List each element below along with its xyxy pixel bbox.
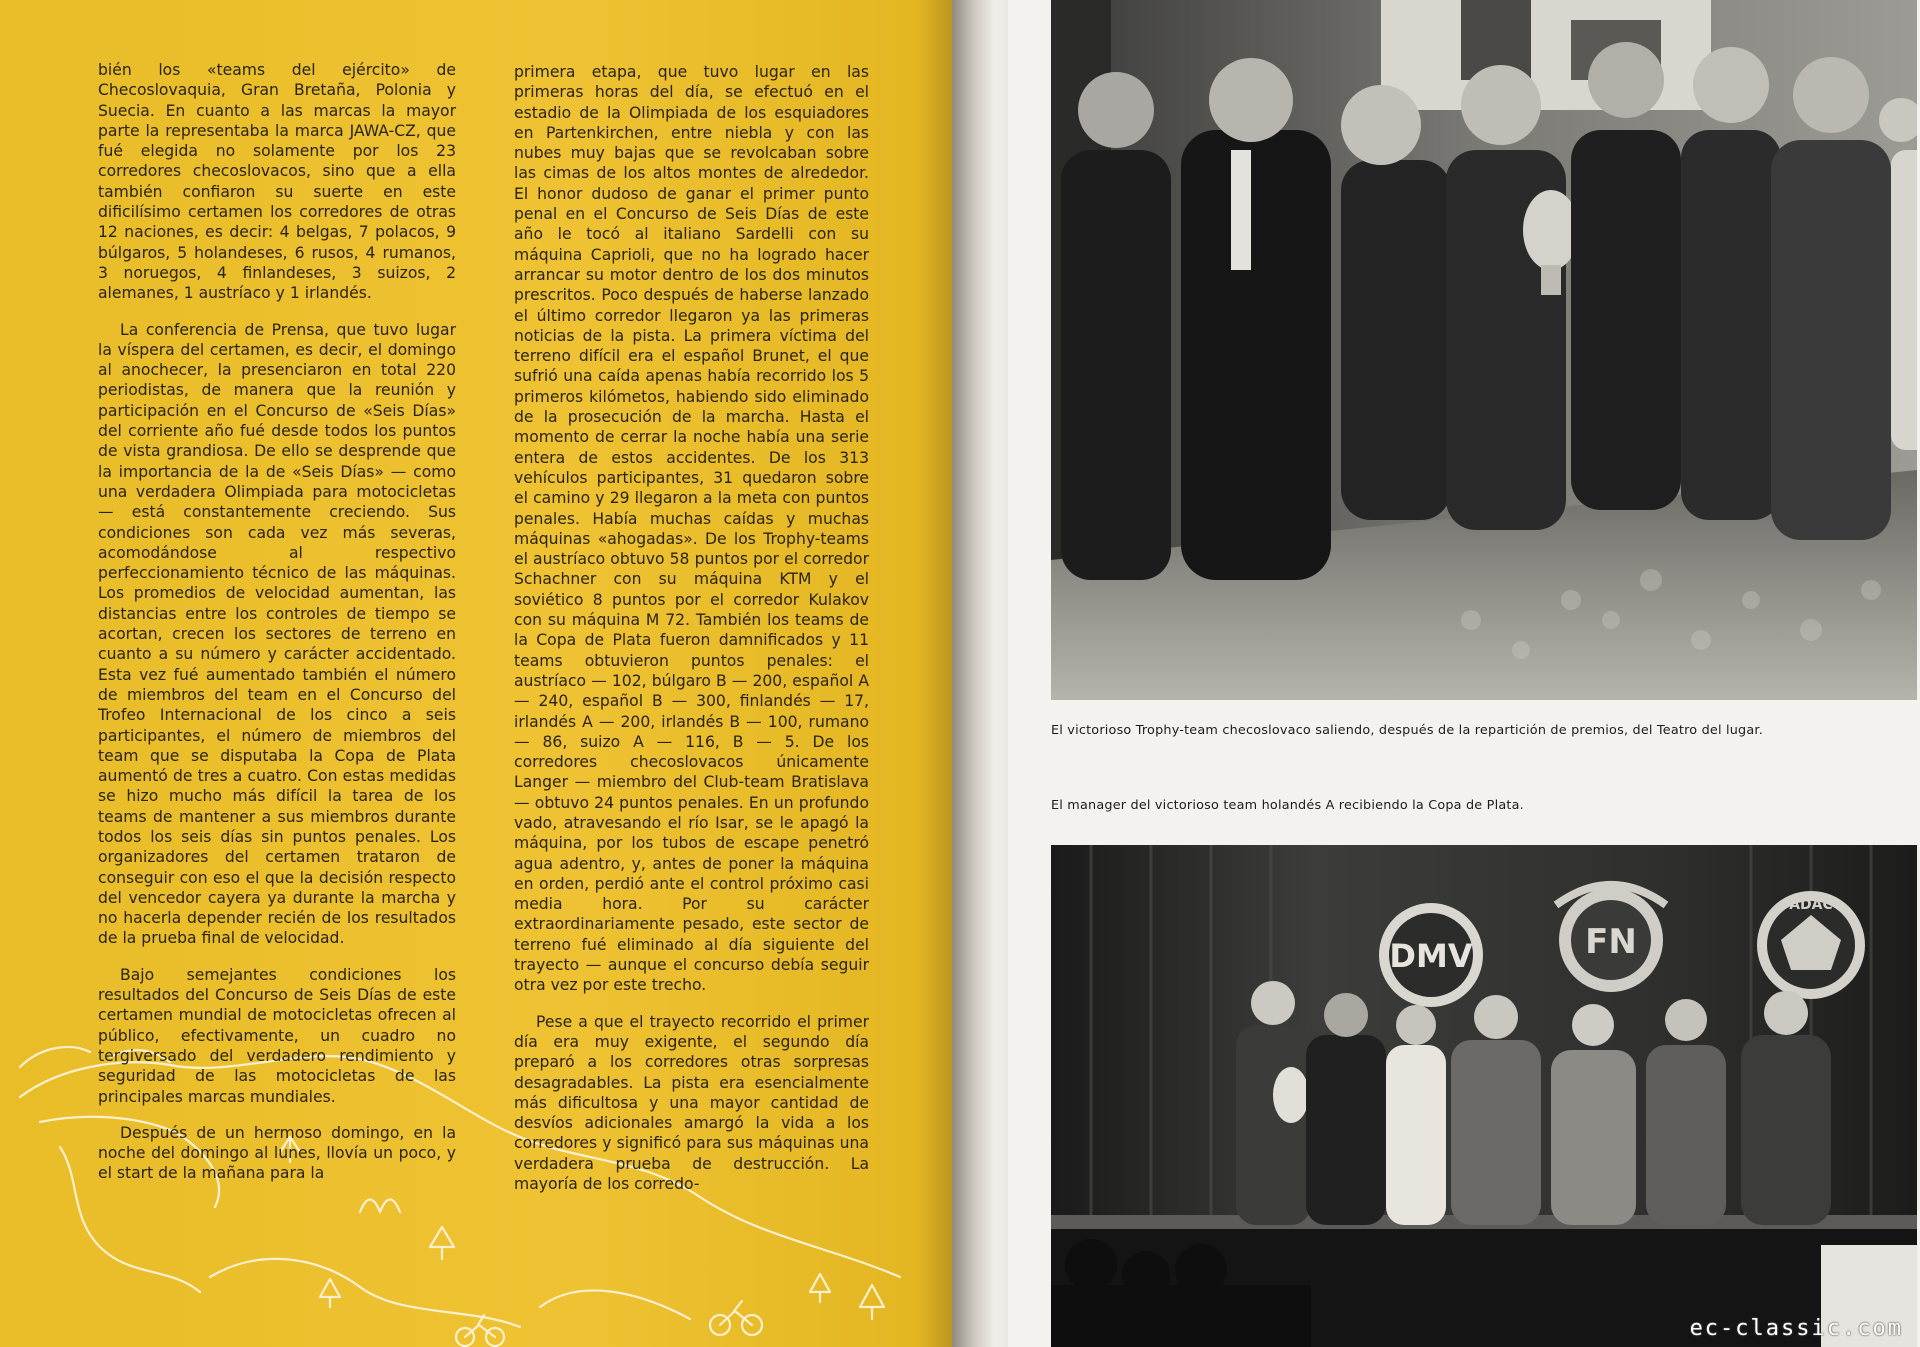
photo-caption: El victorioso Trophy-team checoslovaco saliendo, después de la repartición de premios, del Teatro del lugar. bbox=[1051, 723, 1763, 738]
dmv-emblem bbox=[1379, 903, 1483, 1007]
paragraph: Bajo semejantes condiciones los resultados del Concurso de Seis Días de este certamen mundial de motocicletas ofrecen al público, efectivamente, un cuadro no tergiversado del verdadero rendimiento y seguridad de las motocicletas de las principales marcas mundiales. bbox=[98, 965, 456, 1106]
paragraph: Pese a que el trayecto recorrido el primer día era muy exigente, el segundo día preparó a los corredores otras sorpresas desagradables. La pista era esencialmente más dificultosa y una mayor cantidad de desvíos adicionales amargó la vida a los corredores y significó para sus máquinas una verdadera prueba de destrucción. La mayoría de los corredo- bbox=[514, 1012, 869, 1194]
text-column-2 bbox=[514, 62, 869, 1210]
page-gutter bbox=[952, 0, 1010, 1347]
paragraph: Después de un hermoso domingo, en la noche del domingo al lunes, llovía un poco, y el start de la mañana para la bbox=[98, 1123, 456, 1183]
paragraph: La conferencia de Prensa, que tuvo lugar la víspera del certamen, es decir, el domingo al anochecer, la presenciaron en total 220 periodistas, de manera que la reunión y participación en el Concurso de «Seis Días» del corriente año fué desde todos los puntos de vista grandiosa. De ello se desprende que la importancia de la de «Seis Días» — como una verdadera Olimpiada para motocicletas — está constantemente creciendo. Sus condiciones son cada vez más severas, acomodándose al respectivo perfeccionamiento técnico de las máquinas. Los promedios de velocidad aumentan, las distancias entre los controles de tiempo se acortan, crecen los sectores de terreno en cuanto a su número y carácter accidentado. Esta vez fué aumentado también el número de miembros del team en el Concurso del Trofeo Internacional de los cinco a seis participantes, el número de miembros del team que se disputaba la Copa de Plata aumentó de tres a cuatro. Con estas medidas se hizo mucho más difícil la tarea de los teams de mantener a sus miembros durante todos los seis días sin puntos penales. Los organizadores del certamen trataron de conseguir con eso el que la decisión respecto del vencedor cayera ya durante la marcha y no hacerla depender recién de los resultados de la prueba final de velocidad. bbox=[98, 320, 456, 948]
watermark: ec-classic.com bbox=[1689, 1316, 1903, 1341]
trophy-team-photo bbox=[1051, 0, 1917, 700]
adac-emblem bbox=[1757, 891, 1865, 999]
trophy-team-photo-illustration bbox=[1051, 0, 1917, 700]
silver-cup-ceremony-photo bbox=[1051, 845, 1917, 1347]
paragraph: primera etapa, que tuvo lugar en las primeras horas del día, se efectuó en el estadio de la Olimpiada de los esquiadores en Partenkirchen, entre niebla y con las nubes muy bajas que se revolcaban sobre las cimas de los altos montes de alrededor. El honor dudoso de ganar el primer punto penal en el Concurso de Seis Días de este año le tocó al italiano Sardelli con su máquina Caprioli, que no ha logrado hacer arrancar su motor dentro de los dos minutos prescritos. Poco después de haberse lanzado el último corredor llegaron ya las primeras noticias de la pista. La primera víctima del terreno difícil era el español Brunet, el que sufrió una caída apenas había recorrido los 5 primeros kilómetos, habiendo sido eliminado de la prosecución de la marcha. Hasta el momento de cerrar la noche había una serie entera de estos accidentes. De los 313 vehículos participantes, 31 quedaron sobre el camino y 29 llegaron a la meta con puntos penales. Había muchas caídas y muchas máquinas «ahogadas». De los Trophy-teams el austríaco obtuvo 58 puntos por el corredor Schachner con su máquina KTM y el soviético 8 puntos por el corredor Kulakov con su máquina M 72. También los teams de la Copa de Plata fueron damnificados y 11 teams obtuvieron puntos penales: el austríaco — 102, búlgaro B — 200, español A — 240, español B — 300, finlandés — 17, irlandés A — 200, irlandés B — 100, rumano — 86, suizo A — 116, B — 5. De los corredores checoslovacos únicamente Langer — miembro del Club-team Bratislava — obtuvo 24 puntos penales. En un profundo vado, atravesando el río Isar, se le apagó la máquina, por los tubos de escape penetró agua adentro, y, antes de poner la máquina en orden, perdió ante el control próximo casi media hora. Por su carácter extraordinariamente pesado, este sector de terreno fué eliminado al día siguiente del trayecto — aunque el concurso debía seguir otra vez por este trecho. bbox=[514, 63, 869, 995]
photo-caption: El manager del victorioso team holandés A recibiendo la Copa de Plata. bbox=[1051, 798, 1524, 813]
emblem-label: DMV bbox=[1389, 937, 1473, 975]
text-column-1 bbox=[98, 60, 456, 1200]
left-page bbox=[0, 0, 955, 1347]
right-page bbox=[1008, 0, 1920, 1347]
emblem-label: ADAC bbox=[1789, 897, 1833, 913]
paragraph: bién los «teams del ejército» de Checoslovaquia, Gran Bretaña, Polonia y Suecia. En cuanto a las marcas la mayor parte la representaba la marca JAWA-CZ, que fué elegida no solamente por los 23 corredores checoslovacos, sino que a ella también confiaron su suerte en este dificilísimo certamen los corredores de otras 12 naciones, es decir: 4 belgas, 7 polacos, 9 búlgaros, 5 holandeses, 6 rusos, 4 rumanos, 3 noruegos, 4 finlandeses, 3 suizos, 2 alemanes, 1 austríaco y 1 irlandés. bbox=[98, 61, 456, 303]
emblem-label: FN bbox=[1585, 922, 1637, 962]
silver-cup-ceremony-photo-illustration bbox=[1051, 845, 1917, 1347]
